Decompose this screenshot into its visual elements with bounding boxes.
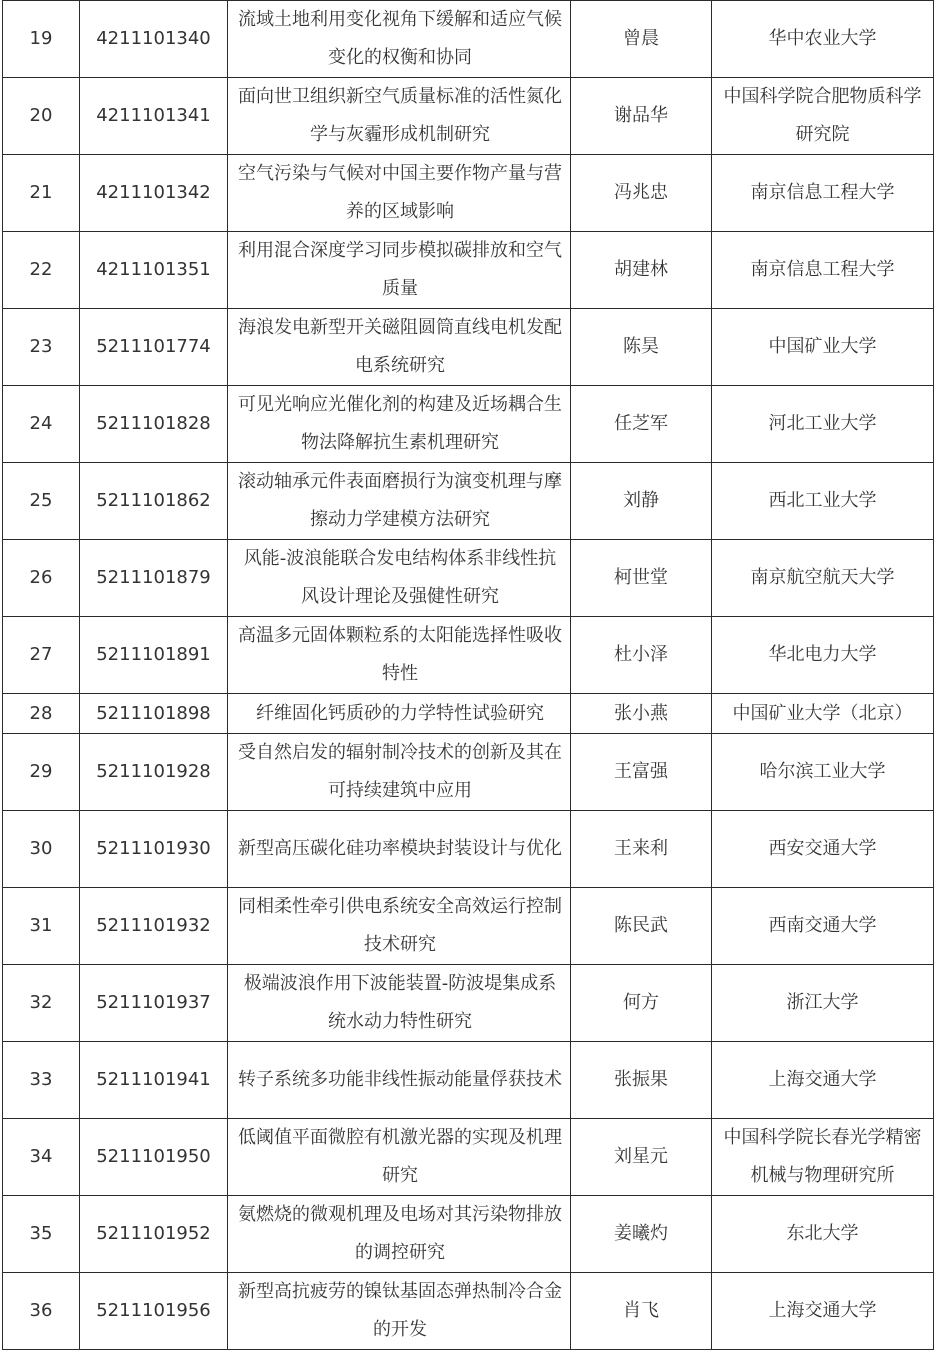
principal-investigator: 何方 [571, 965, 712, 1042]
table-row [3, 78, 934, 155]
table-row [3, 811, 934, 888]
grant-id: 4211101351 [80, 232, 228, 309]
principal-investigator: 张振果 [571, 1042, 712, 1119]
host-institution: 华北电力大学 [712, 617, 934, 694]
host-institution: 中国科学院合肥物质科学研究院 [712, 78, 934, 155]
row-index: 20 [3, 78, 80, 155]
row-index: 31 [3, 888, 80, 965]
host-institution: 南京信息工程大学 [712, 155, 934, 232]
row-index: 25 [3, 463, 80, 540]
row-index: 34 [3, 1119, 80, 1196]
row-index: 24 [3, 386, 80, 463]
host-institution: 西北工业大学 [712, 463, 934, 540]
row-index: 36 [3, 1273, 80, 1350]
principal-investigator: 张小燕 [571, 694, 712, 734]
principal-investigator: 冯兆忠 [571, 155, 712, 232]
row-index: 30 [3, 811, 80, 888]
table-row [3, 734, 934, 811]
grant-id: 5211101774 [80, 309, 228, 386]
row-index: 29 [3, 734, 80, 811]
project-title: 高温多元固体颗粒系的太阳能选择性吸收特性 [228, 617, 571, 694]
project-title: 转子系统多功能非线性振动能量俘获技术 [228, 1042, 571, 1119]
project-title: 纤维固化钙质砂的力学特性试验研究 [228, 694, 571, 734]
principal-investigator: 谢品华 [571, 78, 712, 155]
table-row [3, 888, 934, 965]
table-row [3, 617, 934, 694]
host-institution: 中国矿业大学 [712, 309, 934, 386]
principal-investigator: 陈民武 [571, 888, 712, 965]
table-row [3, 1, 934, 78]
principal-investigator: 王富强 [571, 734, 712, 811]
row-index: 26 [3, 540, 80, 617]
host-institution: 南京信息工程大学 [712, 232, 934, 309]
table-row [3, 463, 934, 540]
table-row [3, 1196, 934, 1273]
host-institution: 浙江大学 [712, 965, 934, 1042]
grant-id: 4211101340 [80, 1, 228, 78]
row-index: 23 [3, 309, 80, 386]
table-row [3, 965, 934, 1042]
grant-id: 5211101952 [80, 1196, 228, 1273]
principal-investigator: 杜小泽 [571, 617, 712, 694]
principal-investigator: 肖飞 [571, 1273, 712, 1350]
grant-id: 5211101879 [80, 540, 228, 617]
host-institution: 东北大学 [712, 1196, 934, 1273]
grant-id: 5211101932 [80, 888, 228, 965]
project-title: 海浪发电新型开关磁阻圆筒直线电机发配电系统研究 [228, 309, 571, 386]
project-title: 风能-波浪能联合发电结构体系非线性抗风设计理论及强健性研究 [228, 540, 571, 617]
principal-investigator: 刘静 [571, 463, 712, 540]
project-title: 面向世卫组织新空气质量标准的活性氮化学与灰霾形成机制研究 [228, 78, 571, 155]
project-title: 受自然启发的辐射制冷技术的创新及其在可持续建筑中应用 [228, 734, 571, 811]
grant-id: 5211101828 [80, 386, 228, 463]
project-title: 流域土地利用变化视角下缓解和适应气候变化的权衡和协同 [228, 1, 571, 78]
table-row [3, 1042, 934, 1119]
host-institution: 西安交通大学 [712, 811, 934, 888]
row-index: 35 [3, 1196, 80, 1273]
grant-id: 5211101956 [80, 1273, 228, 1350]
table-row [3, 1273, 934, 1350]
table-row [3, 155, 934, 232]
grant-id: 5211101941 [80, 1042, 228, 1119]
table-row [3, 309, 934, 386]
project-title: 利用混合深度学习同步模拟碳排放和空气质量 [228, 232, 571, 309]
host-institution: 中国科学院长春光学精密机械与物理研究所 [712, 1119, 934, 1196]
host-institution: 哈尔滨工业大学 [712, 734, 934, 811]
row-index: 21 [3, 155, 80, 232]
grant-id: 4211101341 [80, 78, 228, 155]
table-row [3, 1119, 934, 1196]
row-index: 28 [3, 694, 80, 734]
host-institution: 上海交通大学 [712, 1042, 934, 1119]
table-row [3, 540, 934, 617]
project-title: 新型高压碳化硅功率模块封装设计与优化 [228, 811, 571, 888]
table-row [3, 694, 934, 734]
host-institution: 南京航空航天大学 [712, 540, 934, 617]
grant-id: 5211101891 [80, 617, 228, 694]
project-title: 低阈值平面微腔有机激光器的实现及机理研究 [228, 1119, 571, 1196]
host-institution: 河北工业大学 [712, 386, 934, 463]
principal-investigator: 姜曦灼 [571, 1196, 712, 1273]
row-index: 32 [3, 965, 80, 1042]
principal-investigator: 柯世堂 [571, 540, 712, 617]
grant-table [2, 0, 934, 1350]
row-index: 33 [3, 1042, 80, 1119]
row-index: 22 [3, 232, 80, 309]
project-title: 氨燃烧的微观机理及电场对其污染物排放的调控研究 [228, 1196, 571, 1273]
project-title: 同相柔性牵引供电系统安全高效运行控制技术研究 [228, 888, 571, 965]
grant-id: 5211101862 [80, 463, 228, 540]
principal-investigator: 陈昊 [571, 309, 712, 386]
project-title: 空气污染与气候对中国主要作物产量与营养的区域影响 [228, 155, 571, 232]
host-institution: 上海交通大学 [712, 1273, 934, 1350]
principal-investigator: 胡建林 [571, 232, 712, 309]
table-row [3, 386, 934, 463]
project-title: 可见光响应光催化剂的构建及近场耦合生物法降解抗生素机理研究 [228, 386, 571, 463]
table-body [3, 1, 934, 1350]
host-institution: 西南交通大学 [712, 888, 934, 965]
table-row [3, 232, 934, 309]
grant-id: 5211101930 [80, 811, 228, 888]
project-title: 极端波浪作用下波能装置-防波堤集成系统水动力特性研究 [228, 965, 571, 1042]
grant-id: 5211101898 [80, 694, 228, 734]
host-institution: 中国矿业大学（北京） [712, 694, 934, 734]
principal-investigator: 任芝军 [571, 386, 712, 463]
grant-id: 5211101950 [80, 1119, 228, 1196]
principal-investigator: 刘星元 [571, 1119, 712, 1196]
host-institution: 华中农业大学 [712, 1, 934, 78]
grant-id: 4211101342 [80, 155, 228, 232]
row-index: 27 [3, 617, 80, 694]
project-title: 滚动轴承元件表面磨损行为演变机理与摩擦动力学建模方法研究 [228, 463, 571, 540]
grant-id: 5211101937 [80, 965, 228, 1042]
principal-investigator: 王来利 [571, 811, 712, 888]
principal-investigator: 曾晨 [571, 1, 712, 78]
row-index: 19 [3, 1, 80, 78]
project-title: 新型高抗疲劳的镍钛基固态弹热制冷合金的开发 [228, 1273, 571, 1350]
grant-id: 5211101928 [80, 734, 228, 811]
